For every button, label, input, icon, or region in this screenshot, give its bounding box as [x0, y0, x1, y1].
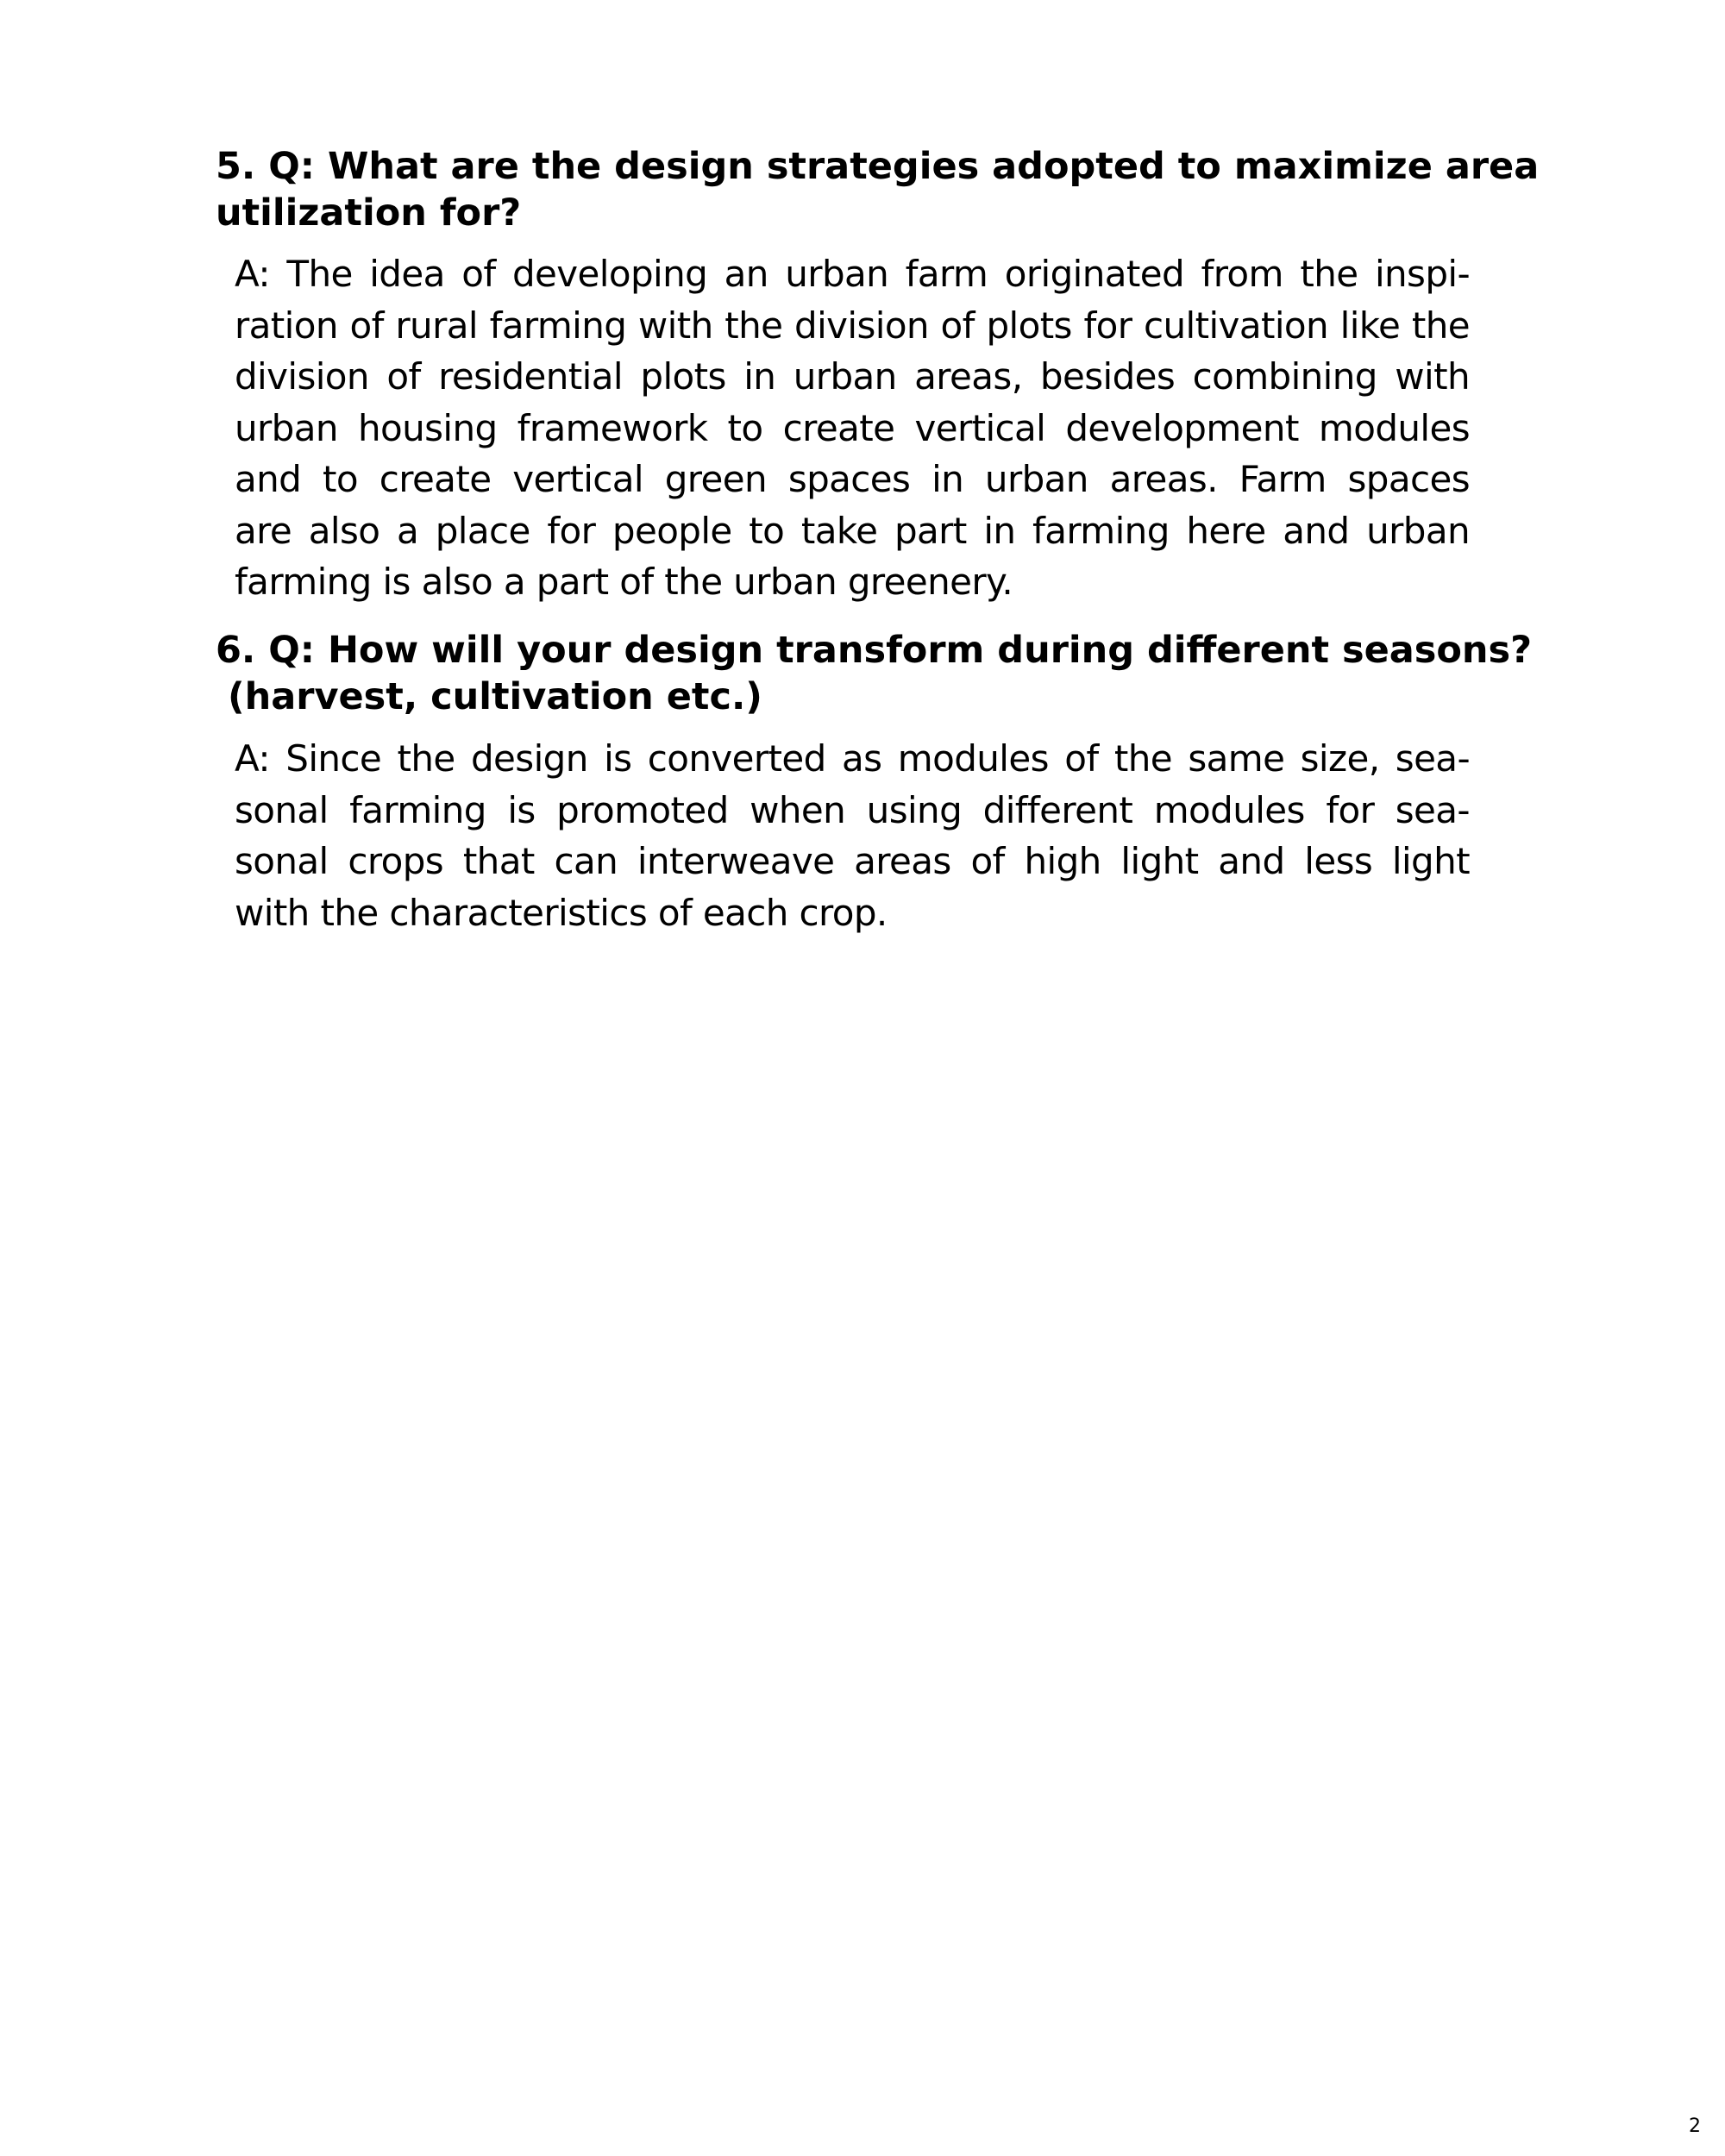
- question-5-line: 5. Q: What are the design strategies adopted to maximize area: [216, 145, 1540, 188]
- answer-5-line: are also a place for people to take part in farming here and urban: [235, 509, 1470, 552]
- question-5-heading: [216, 143, 1540, 236]
- answer-5-line: urban housing framework to create vertical development modules: [235, 406, 1470, 449]
- question-6-line: (harvest, cultivation etc.): [228, 675, 762, 718]
- answer-5-line: A: The idea of developing an urban farm originated from the inspi-: [235, 253, 1470, 295]
- page-number: 2: [1689, 2115, 1701, 2137]
- answer-5-paragraph: [235, 248, 1470, 608]
- answer-6-line: sonal crops that can interweave areas of high light and less light: [235, 840, 1470, 882]
- answer-5-line: ration of rural farming with the division of plots for cultivation like the: [235, 304, 1470, 347]
- answer-6-line: sonal farming is promoted when using different modules for sea-: [235, 788, 1470, 831]
- question-5-line: utilization for?: [216, 191, 522, 235]
- answer-5-line: farming is also a part of the urban greenery.: [235, 561, 1013, 603]
- question-6-line: 6. Q: How will your design transform during different seasons?: [216, 629, 1533, 672]
- answer-5-line: division of residential plots in urban areas, besides combining with: [235, 355, 1470, 398]
- answer-6-line: A: Since the design is converted as modules of the same size, sea-: [235, 737, 1470, 780]
- question-6-heading: [216, 627, 1533, 720]
- answer-5-line: and to create vertical green spaces in urban areas. Farm spaces: [235, 458, 1470, 500]
- answer-6-paragraph: [235, 733, 1470, 938]
- answer-6-line: with the characteristics of each crop.: [235, 891, 888, 934]
